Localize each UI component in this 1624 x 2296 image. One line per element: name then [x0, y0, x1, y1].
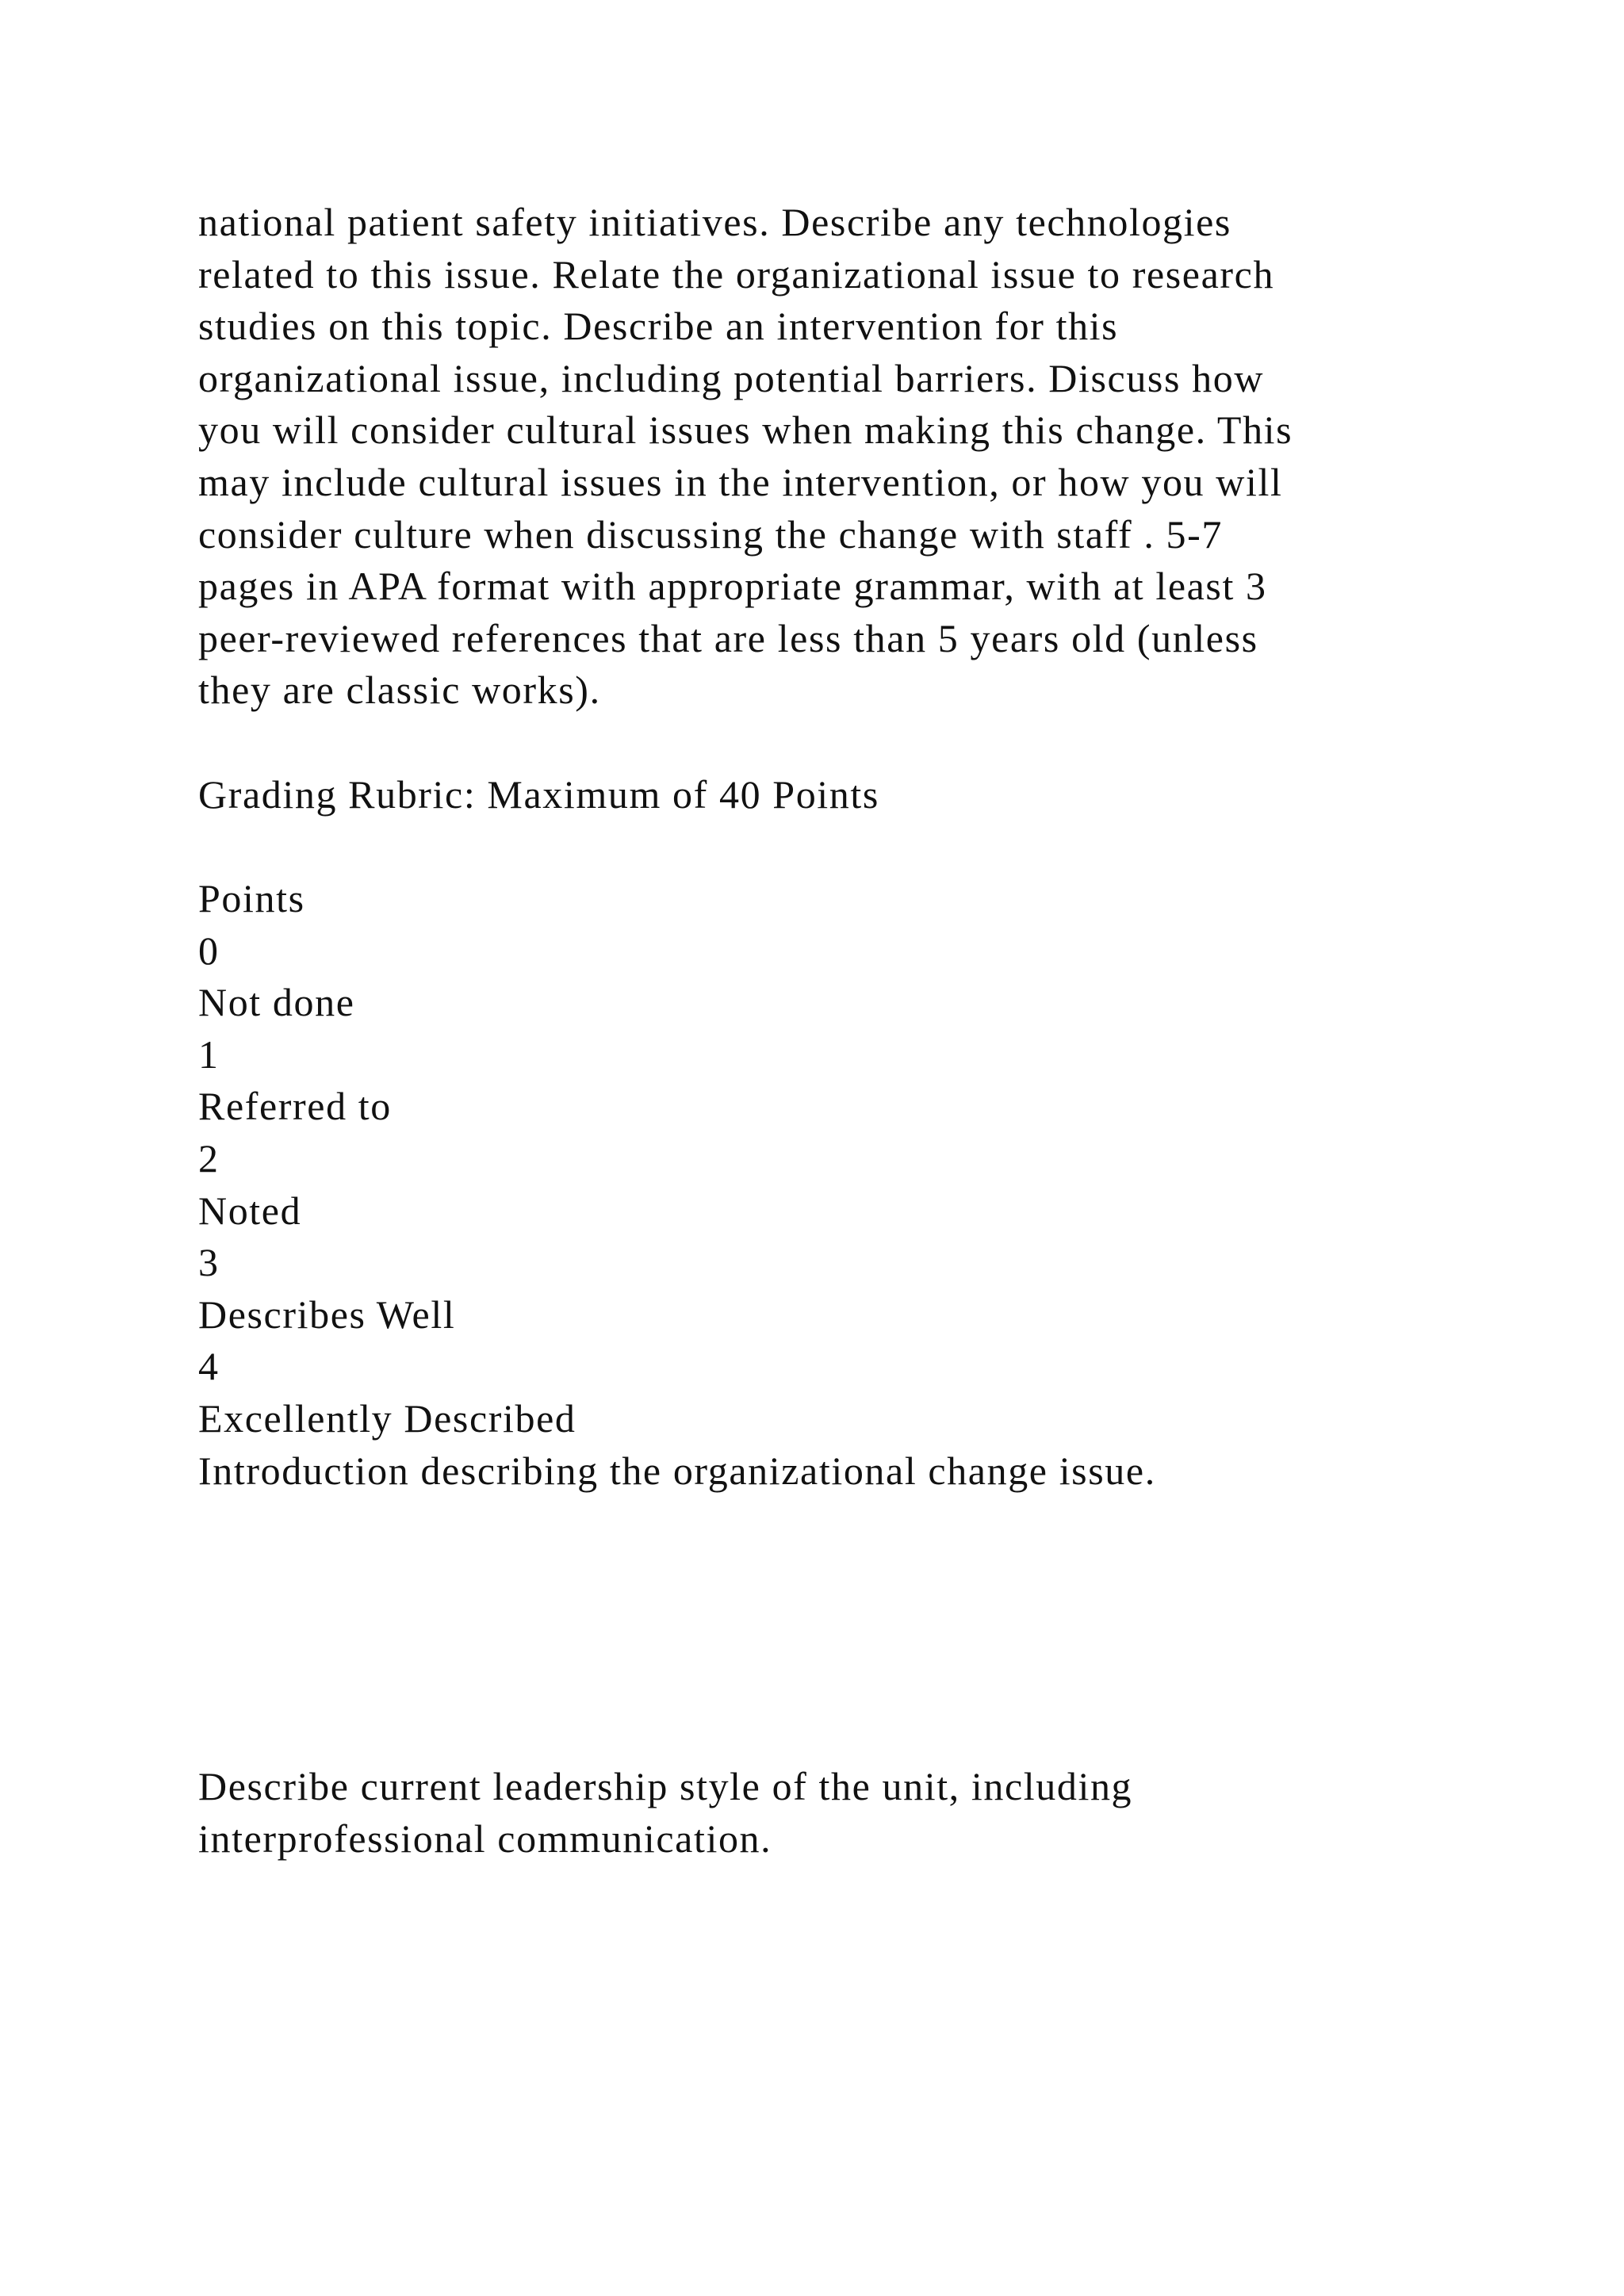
rubric-level: Referred to [198, 1084, 392, 1129]
rubric-score: 3 [198, 1240, 220, 1285]
paragraph-line: peer-reviewed references that are less than 5 years old (unless [198, 615, 1258, 660]
paragraph-line: may include cultural issues in the intervention, or how you will [198, 459, 1283, 504]
rubric-score: 1 [198, 1031, 220, 1077]
rubric-list [198, 873, 1546, 1497]
rubric-score: 2 [198, 1135, 220, 1181]
paragraph-line: they are classic works). [198, 668, 601, 713]
rubric-heading [198, 769, 1546, 821]
rubric-level: Describes Well [198, 1292, 456, 1337]
paragraph-line: you will consider cultural issues when making this change. This [198, 408, 1293, 453]
criterion-line: Describe current leadership style of the unit, including [198, 1764, 1133, 1808]
leadership-criterion [198, 1761, 1546, 1865]
assignment-paragraph [198, 197, 1546, 717]
rubric-level: Excellently Described [198, 1395, 576, 1441]
rubric-level: Noted [198, 1188, 302, 1233]
paragraph-line: organizational issue, including potential barriers. Discuss how [198, 355, 1265, 400]
paragraph-line: related to this issue. Relate the organizational issue to research [198, 251, 1275, 297]
rubric-score: 4 [198, 1344, 220, 1389]
paragraph-line: consider culture when discussing the change with staff . 5-7 [198, 511, 1223, 557]
paragraph-line: studies on this topic. Describe an intervention for this [198, 304, 1119, 349]
rubric-points-label: Points [198, 876, 305, 920]
criterion-line: interprofessional communication. [198, 1816, 772, 1861]
rubric-score: 0 [198, 928, 220, 973]
rubric-criterion: Introduction describing the organizational change issue. [198, 1448, 1156, 1493]
rubric-level: Not done [198, 980, 355, 1025]
paragraph-line: pages in APA format with appropriate grammar, with at least 3 [198, 564, 1267, 609]
paragraph-line: national patient safety initiatives. Describe any technologies [198, 200, 1231, 244]
rubric-title: Grading Rubric: Maximum of 40 Points [198, 772, 879, 817]
